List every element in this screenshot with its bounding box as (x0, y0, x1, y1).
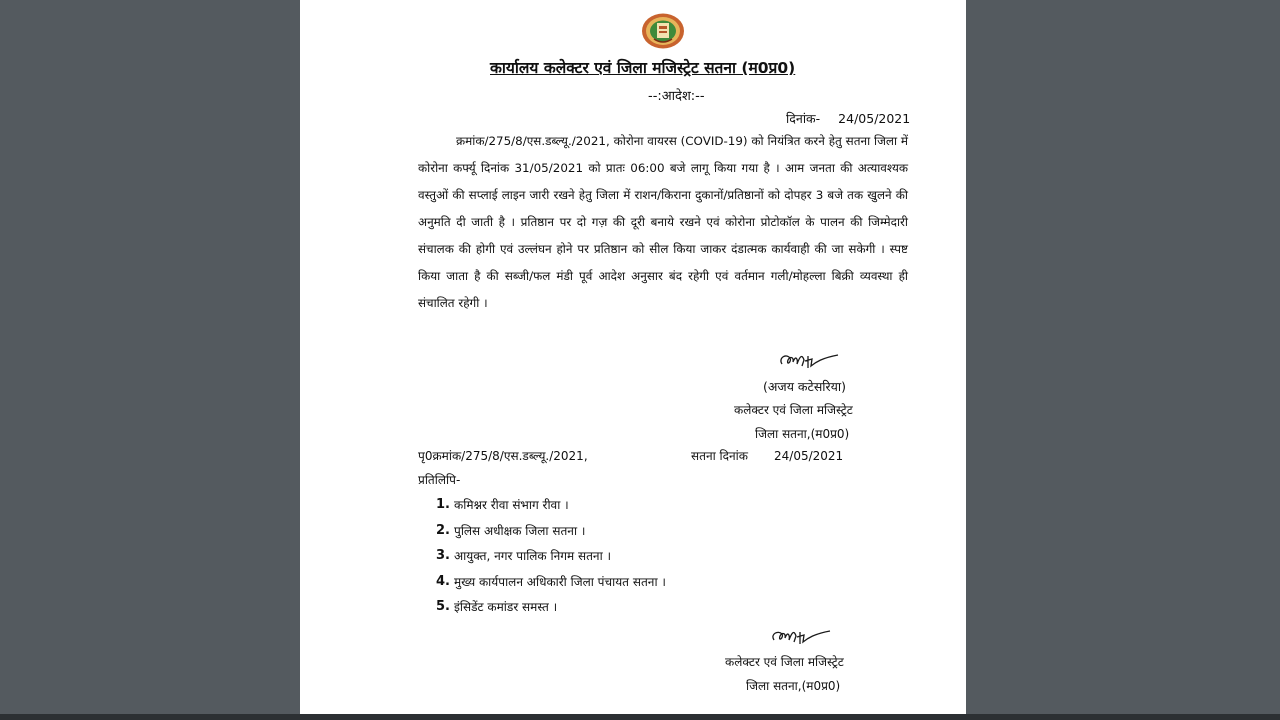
list-item: 1. कमिश्नर रीवा संभाग रीवा । (436, 497, 569, 513)
endorsement-number: पृ0क्रमांक/275/8/एस.डब्ल्यू./2021, (418, 449, 588, 463)
list-item: 4. मुख्य कार्यपालन अधिकारी जिला पंचायत सतना । (436, 573, 666, 589)
list-item: 5. इंसिडेंट कमांडर समस्त । (436, 599, 558, 615)
list-item: 2. पुलिस अधीक्षक जिला सतना । (436, 522, 586, 538)
endorsement-place-label: सतना दिनांक (691, 449, 748, 463)
list-item: 3. आयुक्त, नगर पालिक निगम सतना । (436, 548, 612, 564)
document-page (300, 0, 966, 720)
copy-to-label: प्रतिलिपि- (418, 473, 461, 487)
date-value: 24/05/2021 (838, 111, 911, 126)
signatory2-designation: कलेक्टर एवं जिला मजिस्ट्रेट (725, 655, 844, 669)
copy-to-list (436, 492, 666, 620)
madhya-pradesh-emblem-icon (640, 12, 686, 50)
date-label: दिनांक- (786, 111, 821, 126)
office-heading: कार्यालय कलेक्टर एवं जिला मजिस्ट्रेट सतना (म0प्र0) (490, 59, 796, 77)
signature-image (774, 344, 846, 378)
endorsement-place-date (691, 447, 843, 464)
viewer-bottom-bar (0, 714, 1280, 720)
order-date (786, 110, 910, 127)
order-title: --:आदेश:-- (648, 89, 705, 104)
order-body: क्रमांक/275/8/एस.डब्ल्यू./2021, कोरोना वायरस (COVID-19) को नियंत्रित करने हेतु सतना जिला में कोरोना कर्फ्यू दिनांक 31/05/2021 को प्रातः 06:00 बजे लागू किया गया है । आम जनता की अत्यावश्यक वस्तुओं की सप्लाई लाइन जारी रखने हेतु जिला में राशन/किराना दुकानों/प्रतिष्ठानों को दोपहर 3 बजे तक खुलने की अनुमति दी जाती है । प्रतिष्ठान पर दो गज़ की दूरी बनाये रखने एवं कोरोना प्रोटोकॉल के पालन की जिम्मेदारी संचालक की होगी एवं उल्लंघन होने पर प्रतिष्ठान को सील किया जाकर दंडात्मक कार्यवाही की जा सकेगी । स्पष्ट किया जाता है की सब्जी/फल मंडी पूर्व आदेश अनुसार बंद रहेगी एवं वर्तमान गली/मोहल्ला बिक्री व्यवस्था ही संचालित रहेगी । (418, 134, 908, 310)
signatory-designation: कलेक्टर एवं जिला मजिस्ट्रेट (734, 403, 853, 417)
signatory2-place: जिला सतना,(म0प्र0) (746, 679, 841, 693)
endorsement-date: 24/05/2021 (774, 449, 844, 463)
signatory-name: (अजय कटेसरिया) (763, 379, 846, 394)
signatory-place: जिला सतना,(म0प्र0) (755, 427, 850, 441)
signature-image-2 (768, 622, 840, 654)
